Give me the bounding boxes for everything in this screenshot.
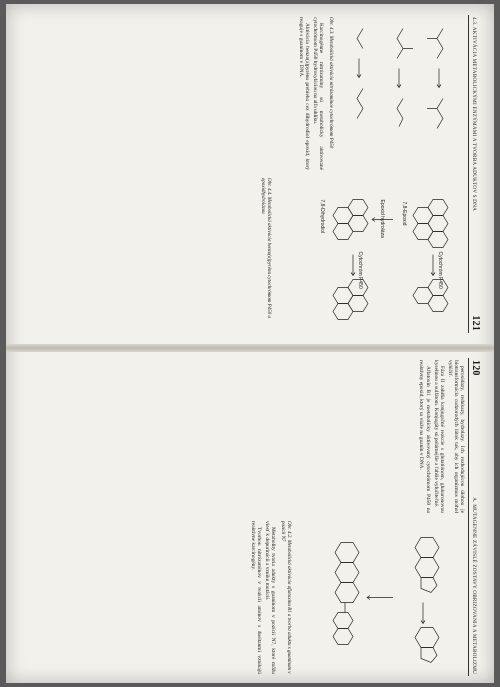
running-head-text: A. MUTAGENNE ZÁVISLÉ ZOSTAVY OBRIZOVANIA A METABOLIZMU [471, 497, 477, 674]
scheme-label: Cytochróm P450 [437, 251, 443, 289]
running-head [468, 15, 481, 333]
scanned-book-spread [6, 4, 494, 683]
body-paragraph: peroxidazy, redukazy, hydrolazy. Ich rozhodujúcou úlohou je biotransformácia cudzorodých látok tak, aby ich organizmus mohol vylúčiť. [446, 360, 465, 513]
figure-caption: Obr. 4.4. Metabolická aktivácia benzo(a)pyrénu cytochrómom P450 a epoxidhydrolázou [260, 178, 271, 318]
body-paragraph: Aktivácia benzo(a)pyrénu prebieha cez dihydrodiol epoxid, ktorý reaguje s guanínom v DNA. [297, 17, 311, 170]
aflatoxin-scheme [293, 521, 463, 674]
body-paragraph: Aflatoxín B1 je metabolicky aktivovaný cytochrómom P450 na reaktívny epoxid, ktorý sa viaže na guanín v DNA. [418, 360, 431, 513]
running-head-text: 4.3. AKTIVÁCIA METABOLICKÝMI ENZÝMAMI A TVORBA ADUKTOV S DNA [471, 17, 477, 212]
aflatoxin-activation-figure [293, 521, 463, 674]
benzopyrene-scheme [273, 178, 463, 331]
book-gutter [6, 344, 494, 352]
figure-caption: Obr. 4.2. Metabolická aktivácia aflatoxínu B1 a tvorba aduktu s guanínom v pozícii N7 [280, 521, 291, 674]
body-paragraph: Tvorbou nitrózamínov v reakcii amínov s dusitanmi vznikajú reaktívne karcinogény. [250, 521, 263, 674]
figure-caption: Obr. 4.3. Metabolická aktivácia nitrózamínov cytochrómom P450 [328, 17, 333, 149]
page-number: 121 [470, 315, 481, 331]
body-paragraph: Fáza II zahŕňa konjugačné reakcie s glutatiónom, glukuronovou kyselinou a sulfátom. Konjugáty sú polárnejšie a ľahšie vylučiteľné. [432, 360, 445, 513]
scheme-label: Cytochróm P450 [357, 251, 363, 289]
body-paragraph: Karcinogénne nitrózamíny sú metabolicky aktivované cytochrómom P450 hydroxyláciou na alfa uhlíku. [312, 17, 325, 170]
left-page [6, 352, 494, 683]
body-paragraph: Metabolity tvoria adukty s guanínom v pozícii N7, ktoré môžu viesť k depurinácii a vzniku mutácií. [264, 521, 277, 674]
scheme-label: 7,8-Epoxid [401, 201, 407, 226]
right-page [6, 4, 494, 344]
scheme-label: Epoxid hydroláza [379, 199, 385, 238]
scheme-label: 7,8-Dihydrodiol [319, 199, 325, 234]
page-number: 120 [470, 360, 481, 376]
benzopyrene-activation-figure [273, 178, 463, 331]
nitrosamine-activation-figure [335, 17, 463, 170]
running-head [468, 358, 481, 676]
nitrosamine-scheme [335, 17, 463, 170]
